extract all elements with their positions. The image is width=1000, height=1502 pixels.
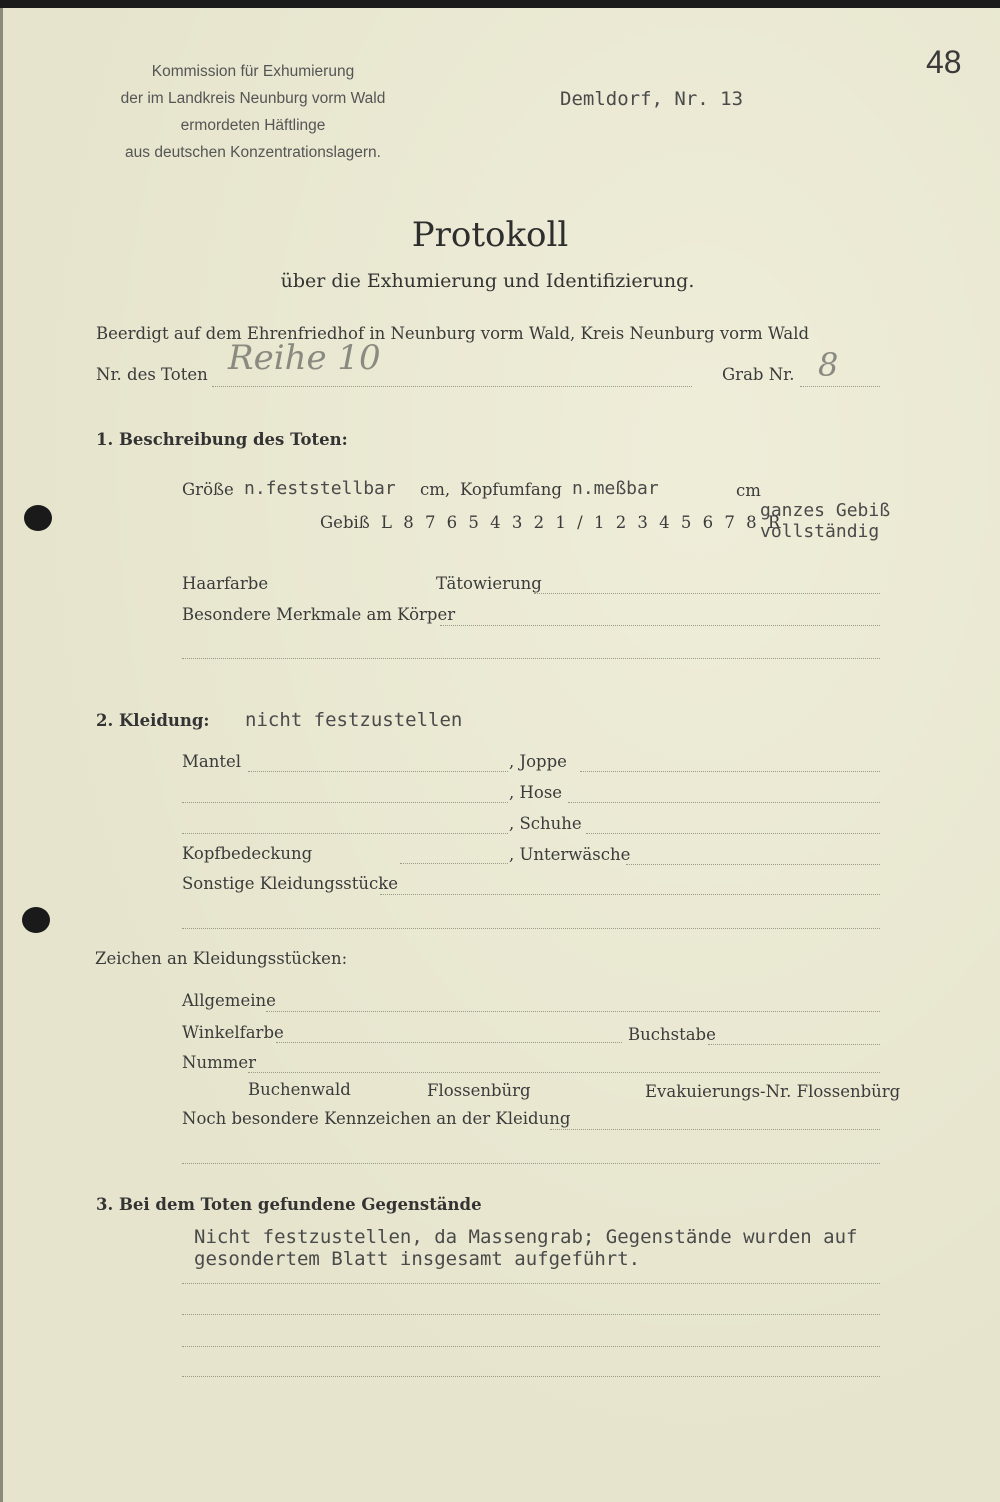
- general-label: Allgemeine: [182, 991, 276, 1010]
- punch-hole-lower: [22, 907, 50, 933]
- letter-label: Buchstabe: [628, 1025, 716, 1044]
- location-reference: Demldorf, Nr. 13: [560, 88, 744, 110]
- jacket-label: , Joppe: [509, 752, 567, 771]
- page-number: 48: [926, 44, 962, 80]
- document-title: Protokoll: [411, 215, 569, 255]
- commission-line-1: Kommission für Exhumierung: [151, 63, 355, 80]
- document-subtitle: über die Exhumierung und Identifizierung.: [280, 270, 695, 292]
- special-features-label: Besondere Merkmale am Körper: [182, 605, 456, 624]
- teeth-notes: [760, 500, 890, 542]
- dead-number-handwritten: Reihe 10: [228, 338, 381, 378]
- coat-label: Mantel: [182, 752, 242, 771]
- commission-line-3: ermordeten Häftlinge: [180, 117, 326, 134]
- section-3-heading: 3. Bei dem Toten gefundene Gegenstände: [96, 1195, 482, 1214]
- head-circumference-value: n.meßbar: [572, 478, 659, 499]
- other-clothing-label: Sonstige Kleidungsstücke: [182, 874, 399, 893]
- head-circumference-label: Kopfumfang: [460, 480, 562, 499]
- head-circumference-unit: cm: [736, 481, 761, 500]
- hair-color-label: Haarfarbe: [182, 574, 269, 593]
- clothing-value: nicht festzustellen: [245, 709, 463, 731]
- commission-header: [92, 58, 414, 166]
- number-label: Nummer: [182, 1053, 257, 1072]
- height-unit: cm,: [420, 480, 451, 499]
- section-3-line-1: Nicht festzustellen, da Massengrab; Gegenstände wurden auf: [194, 1226, 858, 1248]
- commission-line-4: aus deutschen Konzentrationslagern.: [125, 144, 381, 161]
- commission-line-2: der im Landkreis Neunburg vorm Wald: [120, 90, 386, 107]
- teeth-chart: L 8 7 6 5 4 3 2 1 / 1 2 3 4 5 6 7 8 R: [381, 513, 784, 532]
- punch-hole-upper: [24, 505, 52, 531]
- shoes-label: , Schuhe: [509, 814, 582, 833]
- flossenbuerg-label: Flossenbürg: [427, 1081, 531, 1100]
- special-marks-label: Noch besondere Kennzeichen an der Kleidung: [182, 1109, 571, 1128]
- scan-top-border: [0, 0, 1000, 8]
- height-value: n.feststellbar: [244, 478, 396, 499]
- teeth-label: Gebiß: [320, 513, 370, 532]
- markings-heading: Zeichen an Kleidungsstücken:: [95, 949, 348, 968]
- document-page: [0, 8, 1000, 1502]
- burial-place-line: Beerdigt auf dem Ehrenfriedhof in Neunburg vorm Wald, Kreis Neunburg vorm Wald: [96, 324, 810, 343]
- section-1-heading: 1. Beschreibung des Toten:: [96, 430, 348, 449]
- dead-number-label: Nr. des Toten: [96, 365, 208, 384]
- tattoo-label: Tätowierung: [436, 574, 542, 593]
- buchenwald-label: Buchenwald: [248, 1080, 351, 1099]
- section-2-heading: 2. Kleidung:: [96, 711, 210, 730]
- grave-number-handwritten: 8: [818, 346, 839, 384]
- triangle-color-label: Winkelfarbe: [182, 1023, 284, 1042]
- grave-number-label: Grab Nr.: [722, 365, 795, 384]
- headwear-label: Kopfbedeckung: [182, 844, 313, 863]
- height-label: Größe: [182, 480, 234, 499]
- trousers-label: , Hose: [509, 783, 563, 802]
- underwear-label: , Unterwäsche: [509, 845, 631, 864]
- evacuation-number-label: Evakuierungs-Nr. Flossenbürg: [645, 1082, 901, 1101]
- section-3-line-2: gesondertem Blatt insgesamt aufgeführt.: [194, 1248, 641, 1270]
- section-3-text: [194, 1226, 857, 1270]
- teeth-note-line-1: ganzes Gebiß: [760, 500, 891, 521]
- teeth-note-line-2: vollständig: [760, 521, 880, 542]
